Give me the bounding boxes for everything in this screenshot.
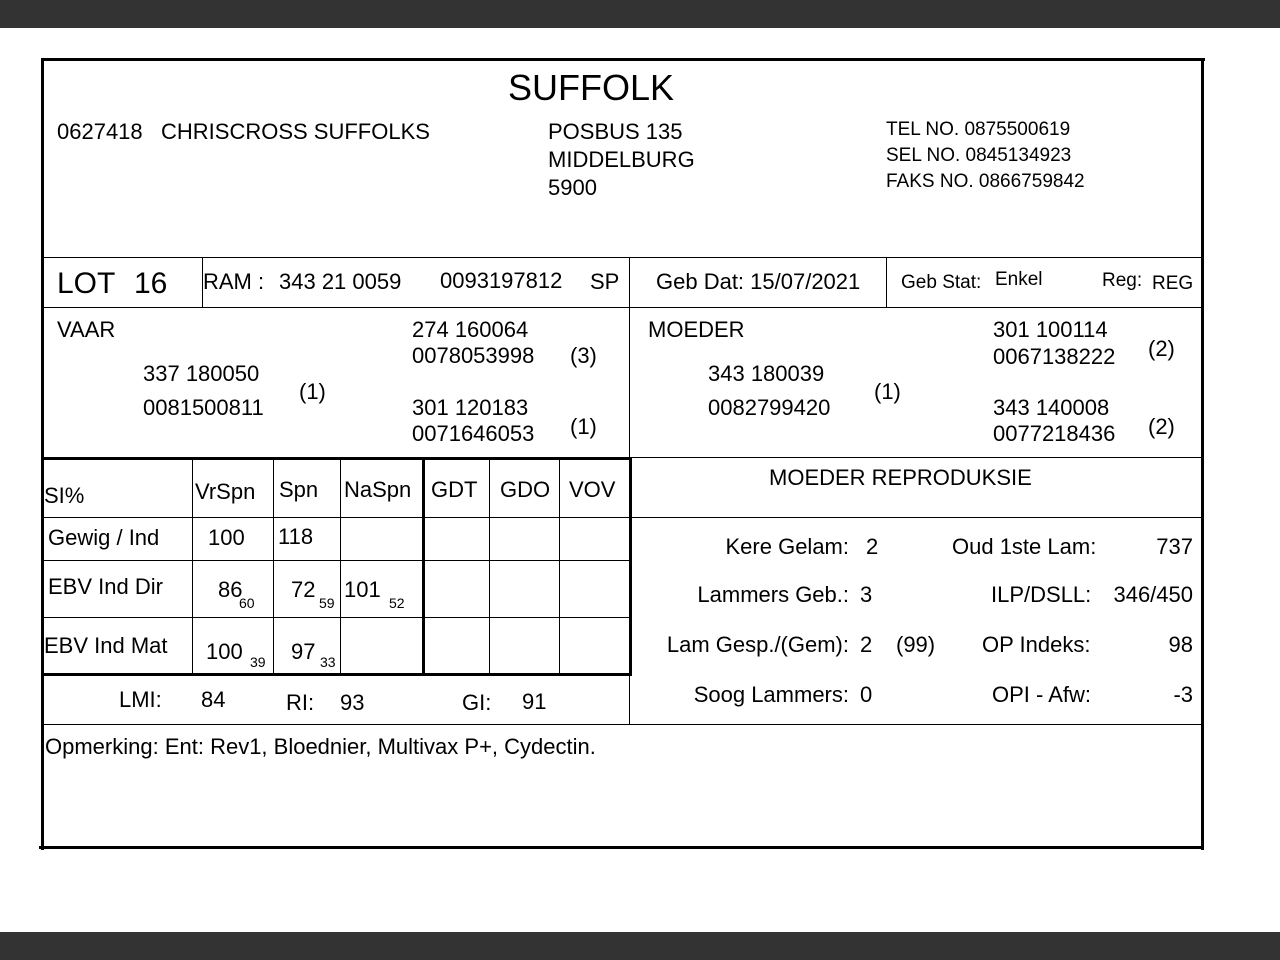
card-border-left	[41, 58, 44, 850]
dam-sire-note: (2)	[1148, 336, 1175, 361]
sire-sire-id: 274 160064	[412, 317, 529, 342]
kere-label: Kere Gelam:	[725, 534, 849, 559]
sire-sire-reg: 0078053998	[412, 343, 535, 368]
dam-dam-note: (2)	[1148, 414, 1175, 439]
table-header-spn: Spn	[279, 477, 319, 502]
soog-value: 0	[860, 682, 873, 707]
table-header-gdo: GDO	[500, 477, 551, 502]
soog-label: Soog Lammers:	[693, 682, 849, 707]
ilp-label: ILP/DSLL:	[991, 582, 1092, 607]
kere-value: 2	[866, 534, 879, 559]
card-border-bottom	[39, 846, 1203, 849]
sire-label: VAAR	[57, 317, 116, 342]
ilp-value: 346/450	[1113, 582, 1193, 607]
sire-dam-note: (1)	[570, 414, 597, 439]
table-header-gdt: GDT	[431, 477, 478, 502]
row-ebv-mat-vrspn-acc: 39	[250, 654, 266, 670]
ram-type: SP	[590, 269, 620, 294]
dam-label: MOEDER	[648, 317, 745, 342]
rule-table-head	[44, 517, 631, 518]
address-line2: MIDDELBURG	[548, 147, 695, 172]
address-line3: 5900	[548, 175, 597, 200]
gesp-label: Lam Gesp./(Gem):	[666, 632, 849, 657]
address-line1: POSBUS 135	[548, 119, 683, 144]
rule-table-v5	[489, 457, 490, 674]
row-gewig-vrspn: 100	[208, 525, 245, 550]
table-header-si: SI%	[44, 483, 85, 508]
table-header-naspn: NaSpn	[344, 477, 412, 502]
rule-table-top	[44, 457, 631, 460]
gesp-value: 2	[860, 632, 873, 657]
ram-id: 343 21 0059	[279, 269, 402, 294]
table-header-vov: VOV	[569, 477, 616, 502]
rule-center	[629, 257, 630, 457]
lmi-label: LMI:	[119, 687, 162, 712]
row-ebv-dir-spn: 72	[291, 577, 316, 602]
birth-date: Geb Dat: 15/07/2021	[656, 269, 861, 294]
rule-repro-head	[631, 517, 1201, 518]
oud-value: 737	[1156, 534, 1193, 559]
row-ebv-mat-spn-acc: 33	[320, 654, 336, 670]
ram-reg-no: 0093197812	[440, 268, 563, 293]
op-label: OP Indeks:	[982, 632, 1091, 657]
sire-dam-id: 301 120183	[412, 395, 529, 420]
row-ebv-dir-label: EBV Ind Dir	[48, 574, 163, 599]
sire-id: 337 180050	[143, 361, 260, 386]
owner-code: 0627418	[57, 119, 143, 144]
rule-table-v1	[192, 457, 193, 674]
dam-sire-reg: 0067138222	[993, 344, 1116, 369]
op-value: 98	[1168, 632, 1193, 657]
rule-table-v6	[559, 457, 560, 674]
rule-table-row1	[44, 560, 631, 561]
rule-table-right	[629, 457, 632, 676]
rule-birth-divider	[886, 257, 887, 307]
repro-title: MOEDER REPRODUKSIE	[769, 465, 1032, 490]
lot-label: LOT	[57, 267, 116, 300]
row-ebv-dir-vrspn: 86	[218, 577, 243, 602]
dam-note: (1)	[874, 379, 901, 404]
ri-label: RI:	[286, 690, 315, 715]
row-ebv-mat-vrspn: 100	[206, 639, 243, 664]
ram-label: RAM :	[203, 269, 265, 294]
contact-faks: FAKS NO. 0866759842	[886, 171, 1085, 192]
dam-id: 343 180039	[708, 361, 825, 386]
rule-header	[44, 257, 1201, 258]
opi-value: -3	[1173, 682, 1193, 707]
rule-table-v4	[422, 457, 425, 674]
opi-label: OPI - Afw:	[992, 682, 1092, 707]
gem-value: (99)	[896, 632, 936, 657]
sire-note: (1)	[299, 379, 326, 404]
rule-table-bottom	[44, 673, 631, 676]
birth-status: Enkel	[995, 269, 1043, 290]
gi-label: GI:	[462, 690, 492, 715]
oud-label: Oud 1ste Lam:	[952, 534, 1097, 559]
table-header-vrspn: VrSpn	[195, 479, 256, 504]
row-ebv-dir-naspn-acc: 52	[389, 595, 405, 611]
rule-indices-divider	[629, 676, 630, 724]
dam-dam-reg: 0077218436	[993, 421, 1116, 446]
contact-tel: TEL NO. 0875500619	[886, 119, 1071, 140]
row-ebv-dir-spn-acc: 59	[319, 595, 335, 611]
row-ebv-dir-naspn: 101	[344, 577, 381, 602]
top-frame-bar	[0, 0, 1280, 28]
rule-table-v3	[340, 457, 341, 674]
sire-reg: 0081500811	[143, 395, 264, 420]
sire-dam-reg: 0071646053	[412, 421, 535, 446]
lot-number: 16	[134, 267, 168, 300]
row-gewig-label: Gewig / Ind	[48, 525, 160, 550]
dam-dam-id: 343 140008	[993, 395, 1110, 420]
card-border-top	[41, 58, 1205, 61]
birth-status-label: Geb Stat:	[901, 272, 982, 293]
ri-value: 93	[340, 690, 365, 715]
owner-name: CHRISCROSS SUFFOLKS	[161, 119, 430, 144]
lammers-label: Lammers Geb.:	[697, 582, 849, 607]
row-ebv-mat-label: EBV Ind Mat	[44, 633, 168, 658]
card-border-right	[1201, 58, 1204, 850]
lammers-value: 3	[860, 582, 873, 607]
rule-table-row2	[44, 617, 631, 618]
bottom-frame-bar	[0, 932, 1280, 960]
dam-reg: 0082799420	[708, 395, 831, 420]
gi-value: 91	[522, 689, 547, 714]
reg-label: Reg:	[1102, 270, 1143, 291]
row-gewig-spn: 118	[278, 524, 314, 549]
rule-indices	[44, 724, 1201, 725]
reg-value: REG	[1152, 273, 1194, 294]
rule-lot	[44, 307, 1201, 308]
breed-title: SUFFOLK	[508, 67, 675, 108]
rule-table-v2	[273, 457, 274, 674]
remarks: Opmerking: Ent: Rev1, Bloednier, Multivax P+, Cydectin.	[45, 734, 596, 759]
sire-sire-note: (3)	[570, 343, 597, 368]
row-ebv-mat-spn: 97	[291, 639, 316, 664]
contact-sel: SEL NO. 0845134923	[886, 145, 1072, 166]
lmi-value: 84	[201, 687, 226, 712]
row-ebv-dir-vrspn-acc: 60	[239, 595, 255, 611]
dam-sire-id: 301 100114	[993, 317, 1108, 342]
